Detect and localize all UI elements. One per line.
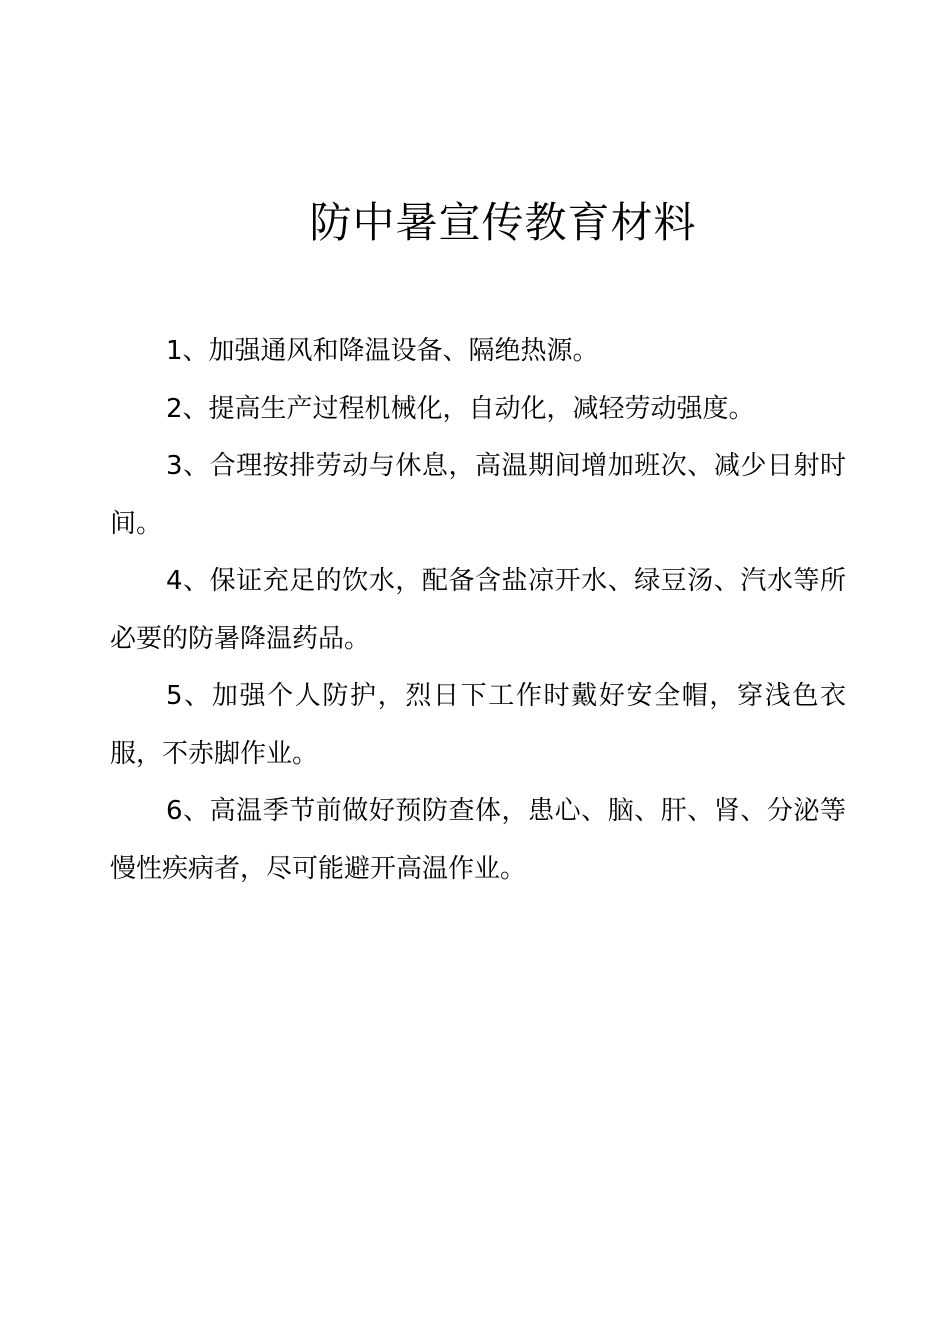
- list-item: 6、高温季节前做好预防查体，患心、脑、肝、肾、分泌等慢性疾病者，尽可能避开高温作业。: [110, 796, 846, 884]
- list-item: 2、提高生产过程机械化，自动化，减轻劳动强度。: [166, 393, 755, 424]
- document-body: [110, 323, 846, 898]
- list-item: 4、保证充足的饮水，配备含盐凉开水、绿豆汤、汽水等所必要的防暑降温药品。: [110, 566, 846, 654]
- document-title: 防中暑宣传教育材料: [309, 198, 697, 247]
- list-item: 5、加强个人防护，烈日下工作时戴好安全帽，穿浅色衣服，不赤脚作业。: [110, 681, 846, 769]
- list-item: 3、合理按排劳动与休息，高温期间增加班次、减少日射时间。: [110, 451, 846, 539]
- list-item: 1、加强通风和降温设备、隔绝热源。: [166, 336, 599, 366]
